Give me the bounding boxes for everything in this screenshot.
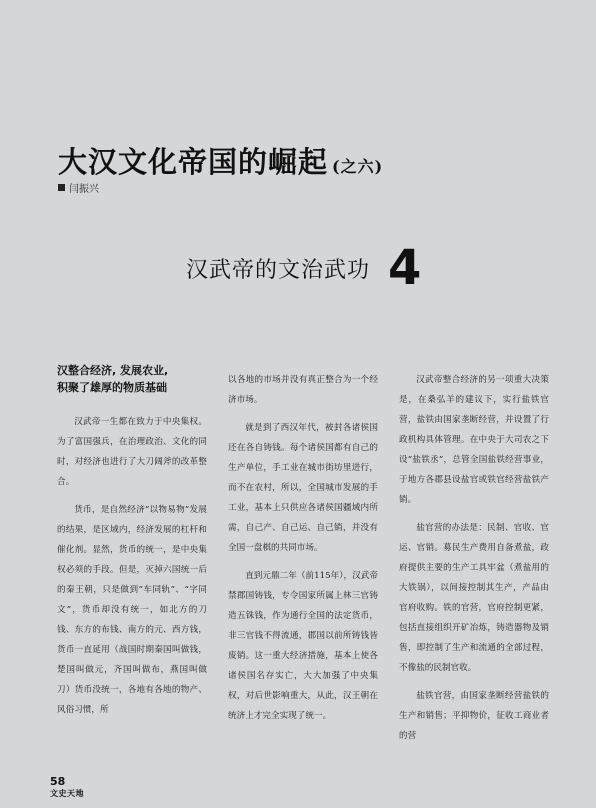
paragraph: 以各地的市场并没有真正整合为一个经济市场。 bbox=[228, 375, 378, 405]
article-title-text: 大汉文化帝国的崛起 bbox=[58, 145, 329, 179]
square-bullet-icon bbox=[58, 184, 65, 191]
author-name: 闫振兴 bbox=[69, 184, 99, 195]
text-column-1 bbox=[57, 362, 207, 728]
paragraph: 货币，是自然经济“以物易物”发展的结果，是区域内，经济发展的杠杆和催化剂。显然，货币的统一，是中央集权必须的手段。但是，灭掉六国统一后的秦王朝，只是做到“车同轨”、“字同文”，货币却没有统一，如北方的刀钱、东方的布钱、南方的元、西方钱，货币一直延用（战国时期秦国叫做钱，楚国叫做元，齐国叫做布，燕国叫做刀）货币没统一，各地有各地的物产、风俗习惯，所 bbox=[57, 505, 207, 715]
chapter-title: 汉武帝的文治武功 bbox=[186, 257, 371, 283]
magazine-logo: 文史天地 bbox=[50, 789, 84, 798]
text-column-3 bbox=[399, 370, 549, 754]
article-title-suffix: (之六) bbox=[332, 157, 384, 176]
section-heading bbox=[57, 362, 207, 396]
chapter-heading bbox=[186, 240, 422, 296]
paragraph: 盐铁官营，由国家垄断经营盐铁的生产和销售；平抑物价，征收工商业者的营 bbox=[399, 691, 549, 741]
section-heading-line-1: 汉整合经济, 发展农业, bbox=[57, 364, 169, 377]
paragraph: 盐官营的办法是：民制、官收、官运、官销。募民生产费用自备煮盐，政府提供主要的生产工具牢盆（煮盐用的大铁锅），以间接控制其生产，产品由官府收购。铁的官营，官府控制更紧，包括直接组织开矿冶炼，铸造器物及销售，即控制了生产和流通的全部过程，不像盐的民制官收。 bbox=[399, 523, 549, 673]
text-column-2 bbox=[228, 370, 378, 734]
page-number: 58 bbox=[50, 775, 66, 788]
page-footer bbox=[50, 776, 84, 799]
paragraph: 就是到了西汉年代，被封各诸侯国还在各自铸钱。每个诸侯国都有自己的生产单位，手工业在城市街坊里进行，而不在农村，所以，全国城市发展的手工业，基本上只供应各诸侯国疆域内所需，自己产、自己运、自己销，并没有全国一盘棋的共同市场。 bbox=[228, 423, 378, 553]
paragraph: 汉武帝一生都在致力于中央集权。为了富国强兵，在治理政治、文化的同时，对经济也进行了大刀阔斧的改革整合。 bbox=[57, 417, 207, 487]
article-title bbox=[58, 140, 383, 181]
section-heading-line-2: 积聚了雄厚的物质基础 bbox=[57, 381, 167, 394]
chapter-number: 4 bbox=[388, 240, 422, 296]
author-byline bbox=[58, 180, 99, 195]
paragraph: 汉武帝整合经济的另一项重大决策是，在桑弘羊的建议下，实行盐铁官营，盐铁由国家垄断经营，并设置了行政机构具体管理。在中央于大司农之下设“盐铁丞”，总管全国盐铁经营事业，于地方各郡县设盐官或铁官经营盐铁产销。 bbox=[399, 375, 549, 505]
paragraph: 直到元鼎二年（前115年），汉武帝禁郡国铸钱，专令国家所属上林三官铸造五铢钱，作为通行全国的法定货币，非三官钱不得流通，郡国以前所铸钱皆废销。这一重大经济措施，基本上使各诸侯国名存实亡，大大加强了中央集权，对后世影响重大，从此，汉王朝在统济上才完全实现了统一。 bbox=[228, 571, 378, 721]
